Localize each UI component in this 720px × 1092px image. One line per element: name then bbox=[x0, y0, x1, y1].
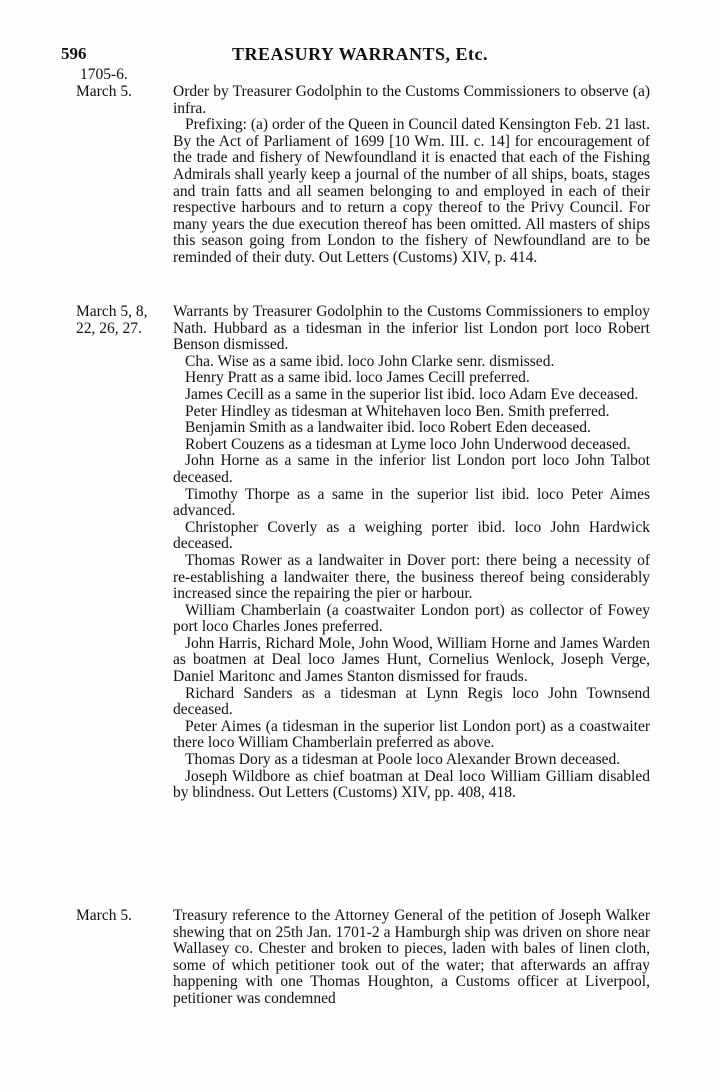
entry-paragraph: Prefixing: (a) order of the Queen in Council dated Kensington Feb. 21 last. By the Act of Parliament of 1699 [10 Wm. III. c. 14] for encouragement of the trade and fishery of Newfoundland it is enacted that each of the Fishing Admirals shall yearly keep a journal of the number of all ships, boats, stages and train fatts and all seamen belonging to and employed in each of their respective harbours and to return a copy thereof to the Privy Council. For many years the due execution thereof has been omitted. All masters of ships this season going from London to the fishery of Newfoundland are to be reminded of their duty. Out Letters (Customs) XIV, p. 414. bbox=[173, 116, 650, 266]
entry-paragraph: Christopher Coverly as a weighing porter ibid. loco John Hardwick deceased. bbox=[173, 518, 650, 553]
entry-paragraph: Peter Hindley as tidesman at Whitehaven loco Ben. Smith preferred. bbox=[185, 402, 610, 420]
page-header bbox=[0, 44, 720, 68]
entry-paragraph: Thomas Dory as a tidesman at Poole loco Alexander Brown deceased. bbox=[185, 751, 621, 769]
entry-paragraph: Treasury reference to the Attorney General of the petition of Joseph Walker shewing that on 25th Jan. 1701-2 a Hamburgh ship was driven on shore near Wallasey co. Chester and broken to pieces, laden with bales of linen cloth, some of which petitioner took out of the water; that afterwards an affray happening with one Thomas Houghton, a Customs officer at Liverpool, petitioner was condemned bbox=[173, 907, 650, 1007]
entry-paragraph: Richard Sanders as a tidesman at Lynn Regis loco John Townsend deceased. bbox=[173, 684, 650, 719]
entry-paragraph: Timothy Thorpe as a same in the superior list ibid. loco Peter Aimes advanced. bbox=[173, 485, 650, 520]
entry-paragraph: William Chamberlain (a coastwaiter London port) as collector of Fowey port loco Charles Jones preferred. bbox=[173, 601, 650, 636]
entry-paragraph: John Harris, Richard Mole, John Wood, William Horne and James Warden as boatmen at Deal loco James Hunt, Cornelius Wenlock, Joseph Verge, Daniel Maritonc and James Stanton dismissed for frauds. bbox=[173, 634, 650, 686]
entry-body bbox=[173, 304, 650, 802]
entry-paragraph: Joseph Wildbore as chief boatman at Deal loco William Gilliam disabled by blindness. Out Letters (Customs) XIV, pp. 408, 418. bbox=[173, 767, 650, 802]
entry-paragraph: Cha. Wise as a same ibid. loco John Clarke senr. dismissed. bbox=[185, 352, 555, 370]
entry-paragraph: Benjamin Smith as a landwaiter ibid. loco Robert Eden deceased. bbox=[185, 419, 591, 437]
entry-paragraph: Order by Treasurer Godolphin to the Customs Commissioners to observe (a) infra. bbox=[173, 83, 650, 117]
running-title: TREASURY WARRANTS, Etc. bbox=[232, 44, 488, 64]
margin-date: March 5. bbox=[76, 83, 132, 100]
entry-paragraph: Warrants by Treasurer Godolphin to the Customs Commissioners to employ Nath. Hubbard as a tidesman in the inferior list London port loco Robert Benson dismissed. bbox=[173, 303, 650, 354]
margin-date: March 5. bbox=[76, 907, 132, 924]
entry-paragraph: Henry Pratt as a same ibid. loco James Cecill preferred. bbox=[185, 369, 530, 387]
page-number: 596 bbox=[61, 44, 87, 63]
margin-date: March 5, 8, 22, 26, 27. bbox=[76, 303, 148, 337]
year-marker: 1705-6. bbox=[80, 66, 128, 83]
entry-paragraph: James Cecill as a same in the superior list ibid. loco Adam Eve deceased. bbox=[185, 385, 639, 403]
entry-paragraph: Thomas Rower as a landwaiter in Dover port: there being a necessity of re-establishing a landwaiter there, the business thereof being considerably increased since the repairing the pier or harbour. bbox=[173, 551, 650, 603]
entry-paragraph: Peter Aimes (a tidesman in the superior list London port) as a coastwaiter there loco William Chamberlain preferred as above. bbox=[173, 717, 650, 752]
entry-paragraph: John Horne as a same in the inferior list London port loco John Talbot deceased. bbox=[173, 452, 650, 486]
entry-body bbox=[173, 84, 650, 267]
entry-paragraph: Robert Couzens as a tidesman at Lyme loco John Underwood deceased. bbox=[185, 435, 631, 453]
entry-body bbox=[173, 908, 650, 1008]
